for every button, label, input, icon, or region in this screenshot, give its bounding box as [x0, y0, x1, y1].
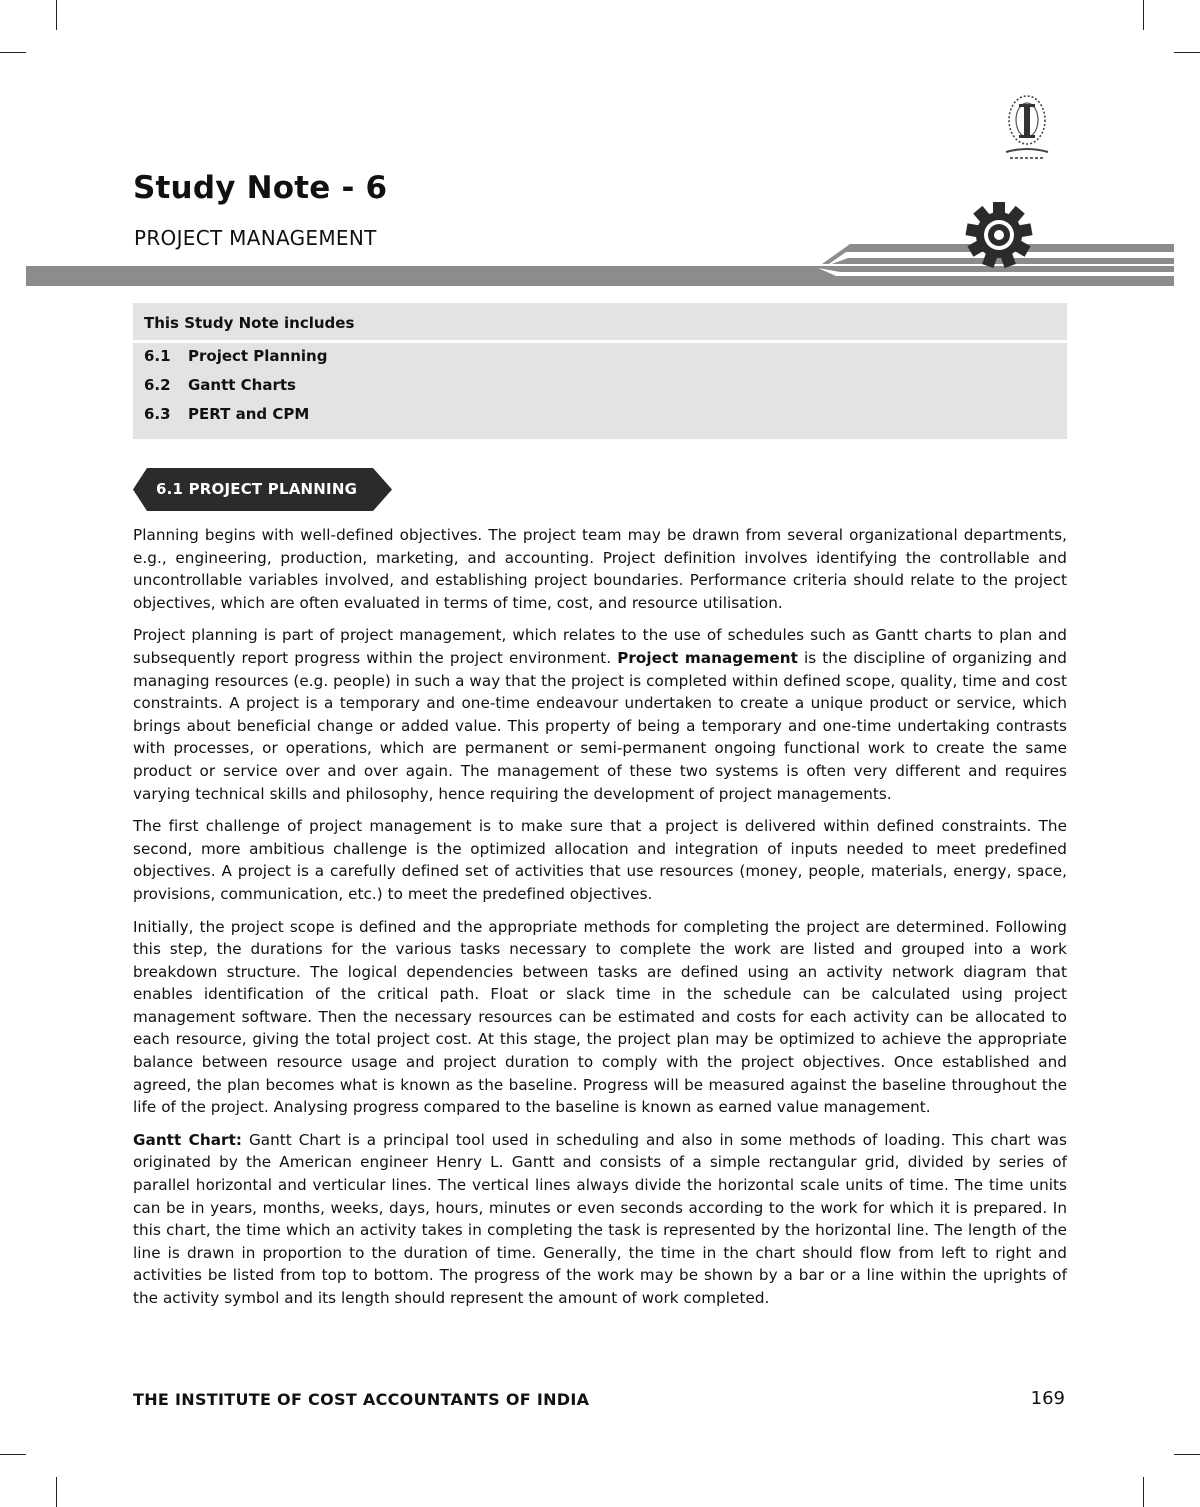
- paragraph-text: Project planning is part of project management, which relates to the use of schedules such as Gantt charts to plan and subsequently report progress within the project environment.: [133, 626, 1067, 667]
- contents-item-number: 6.2: [144, 376, 171, 394]
- contents-item-label: Project Planning: [188, 347, 328, 365]
- section-heading-badge: [133, 468, 393, 511]
- contents-item-number: 6.3: [144, 405, 171, 423]
- bold-term: Gantt Chart:: [133, 1130, 243, 1149]
- paragraph-text: Gantt Chart is a principal tool used in scheduling and also in some methods of loading. This chart was originated by the American engineer Henry L. Gantt and consists of a simple rectangular grid, divided by series of parallel horizontal and verticular lines. The vertical lines always divide the horizontal scale units of time. The time units can be in years, months, weeks, days, hours, minutes or even seconds according to the work for which it is prepared. In this chart, the time which an activity takes in completing the task is represented by the horizontal line. The length of the line is drawn in proportion to the duration of time. Generally, the time in the chart should flow from left to right and activities be listed from top to bottom. The progress of the work may be shown by a bar or a line within the uprights of the activity symbol and its length should represent the amount of work completed.: [133, 1130, 1067, 1307]
- bold-term: Project management: [617, 648, 798, 667]
- main-content: [133, 524, 1067, 1320]
- contents-item: [133, 343, 1067, 372]
- paragraph: The first challenge of project management is to make sure that a project is delivered within defined constraints. The second, more ambitious challenge is the optimized allocation and integration of inputs needed to meet predefined objectives. A project is a carefully defined set of activities that use resources (money, people, materials, energy, space, provisions, communication, etc.) to meet the predefined objectives.: [133, 817, 1067, 903]
- contents-heading: This Study Note includes: [133, 303, 1067, 343]
- page-title: Study Note - 6: [133, 170, 388, 206]
- crop-mark: [1143, 1477, 1144, 1507]
- paragraph: [133, 1129, 1067, 1310]
- crop-mark: [0, 52, 26, 53]
- crop-mark: [56, 1477, 57, 1507]
- crop-mark: [1143, 0, 1144, 30]
- study-note-contents: [133, 303, 1067, 439]
- paragraph: [133, 624, 1067, 805]
- contents-item-label: Gantt Charts: [188, 376, 296, 394]
- paragraph: Initially, the project scope is defined and the appropriate methods for completing the project are determined. Following this step, the durations for the various tasks necessary to complete the work are listed and grouped into a work breakdown structure. The logical dependencies between tasks are defined using an activity network diagram that enables identification of the critical path. Float or slack time in the schedule can be calculated using project management software. Then the necessary resources can be estimated and costs for each activity can be allocated to each resource, giving the total project cost. At this stage, the project plan may be optimized to achieve the appropriate balance between resource usage and project duration to comply with the project objectives. Once established and agreed, the plan becomes what is known as the baseline. Progress will be measured against the baseline throughout the life of the project. Analysing progress compared to the baseline is known as earned value management.: [133, 917, 1067, 1117]
- crop-mark: [1174, 1454, 1200, 1455]
- crop-mark: [0, 1454, 26, 1455]
- contents-item: [133, 372, 1067, 401]
- chapter-subtitle: PROJECT MANAGEMENT: [134, 226, 377, 250]
- gear-icon: [964, 200, 1034, 270]
- crop-mark: [56, 0, 57, 30]
- paragraph: Planning begins with well-defined objectives. The project team may be drawn from several organizational departments, e.g., engineering, production, marketing, and accounting. Project definition involves identifying the controllable and uncontrollable variables involved, and establishing project boundaries. Performance criteria should relate to the project objectives, which are often evaluated in terms of time, cost, and resource utilisation.: [133, 526, 1067, 612]
- footer-institute: THE INSTITUTE OF COST ACCOUNTANTS OF INDIA: [133, 1390, 590, 1409]
- contents-item-label: PERT and CPM: [188, 405, 310, 423]
- section-heading: 6.1 PROJECT PLANNING: [156, 480, 358, 498]
- paragraph-text: is the discipline of organizing and managing resources (e.g. people) in such a way that the project is completed within defined scope, quality, time and cost constraints. A project is a temporary and one-time endeavour undertaken to create a unique product or service, which brings about beneficial change or added value. This property of being a temporary and one-time undertaking contrasts with processes, or operations, which are permanent or semi-permanent ongoing functional work to create the same product or service over and over again. The management of these two systems is often very different and requires varying technical skills and philosophy, hence requiring the development of project managements.: [133, 648, 1067, 803]
- contents-item: [133, 401, 1067, 430]
- contents-item-number: 6.1: [144, 347, 171, 365]
- crop-mark: [1174, 52, 1200, 53]
- institute-logo-icon: [1000, 88, 1054, 164]
- page-number: 169: [1030, 1388, 1065, 1409]
